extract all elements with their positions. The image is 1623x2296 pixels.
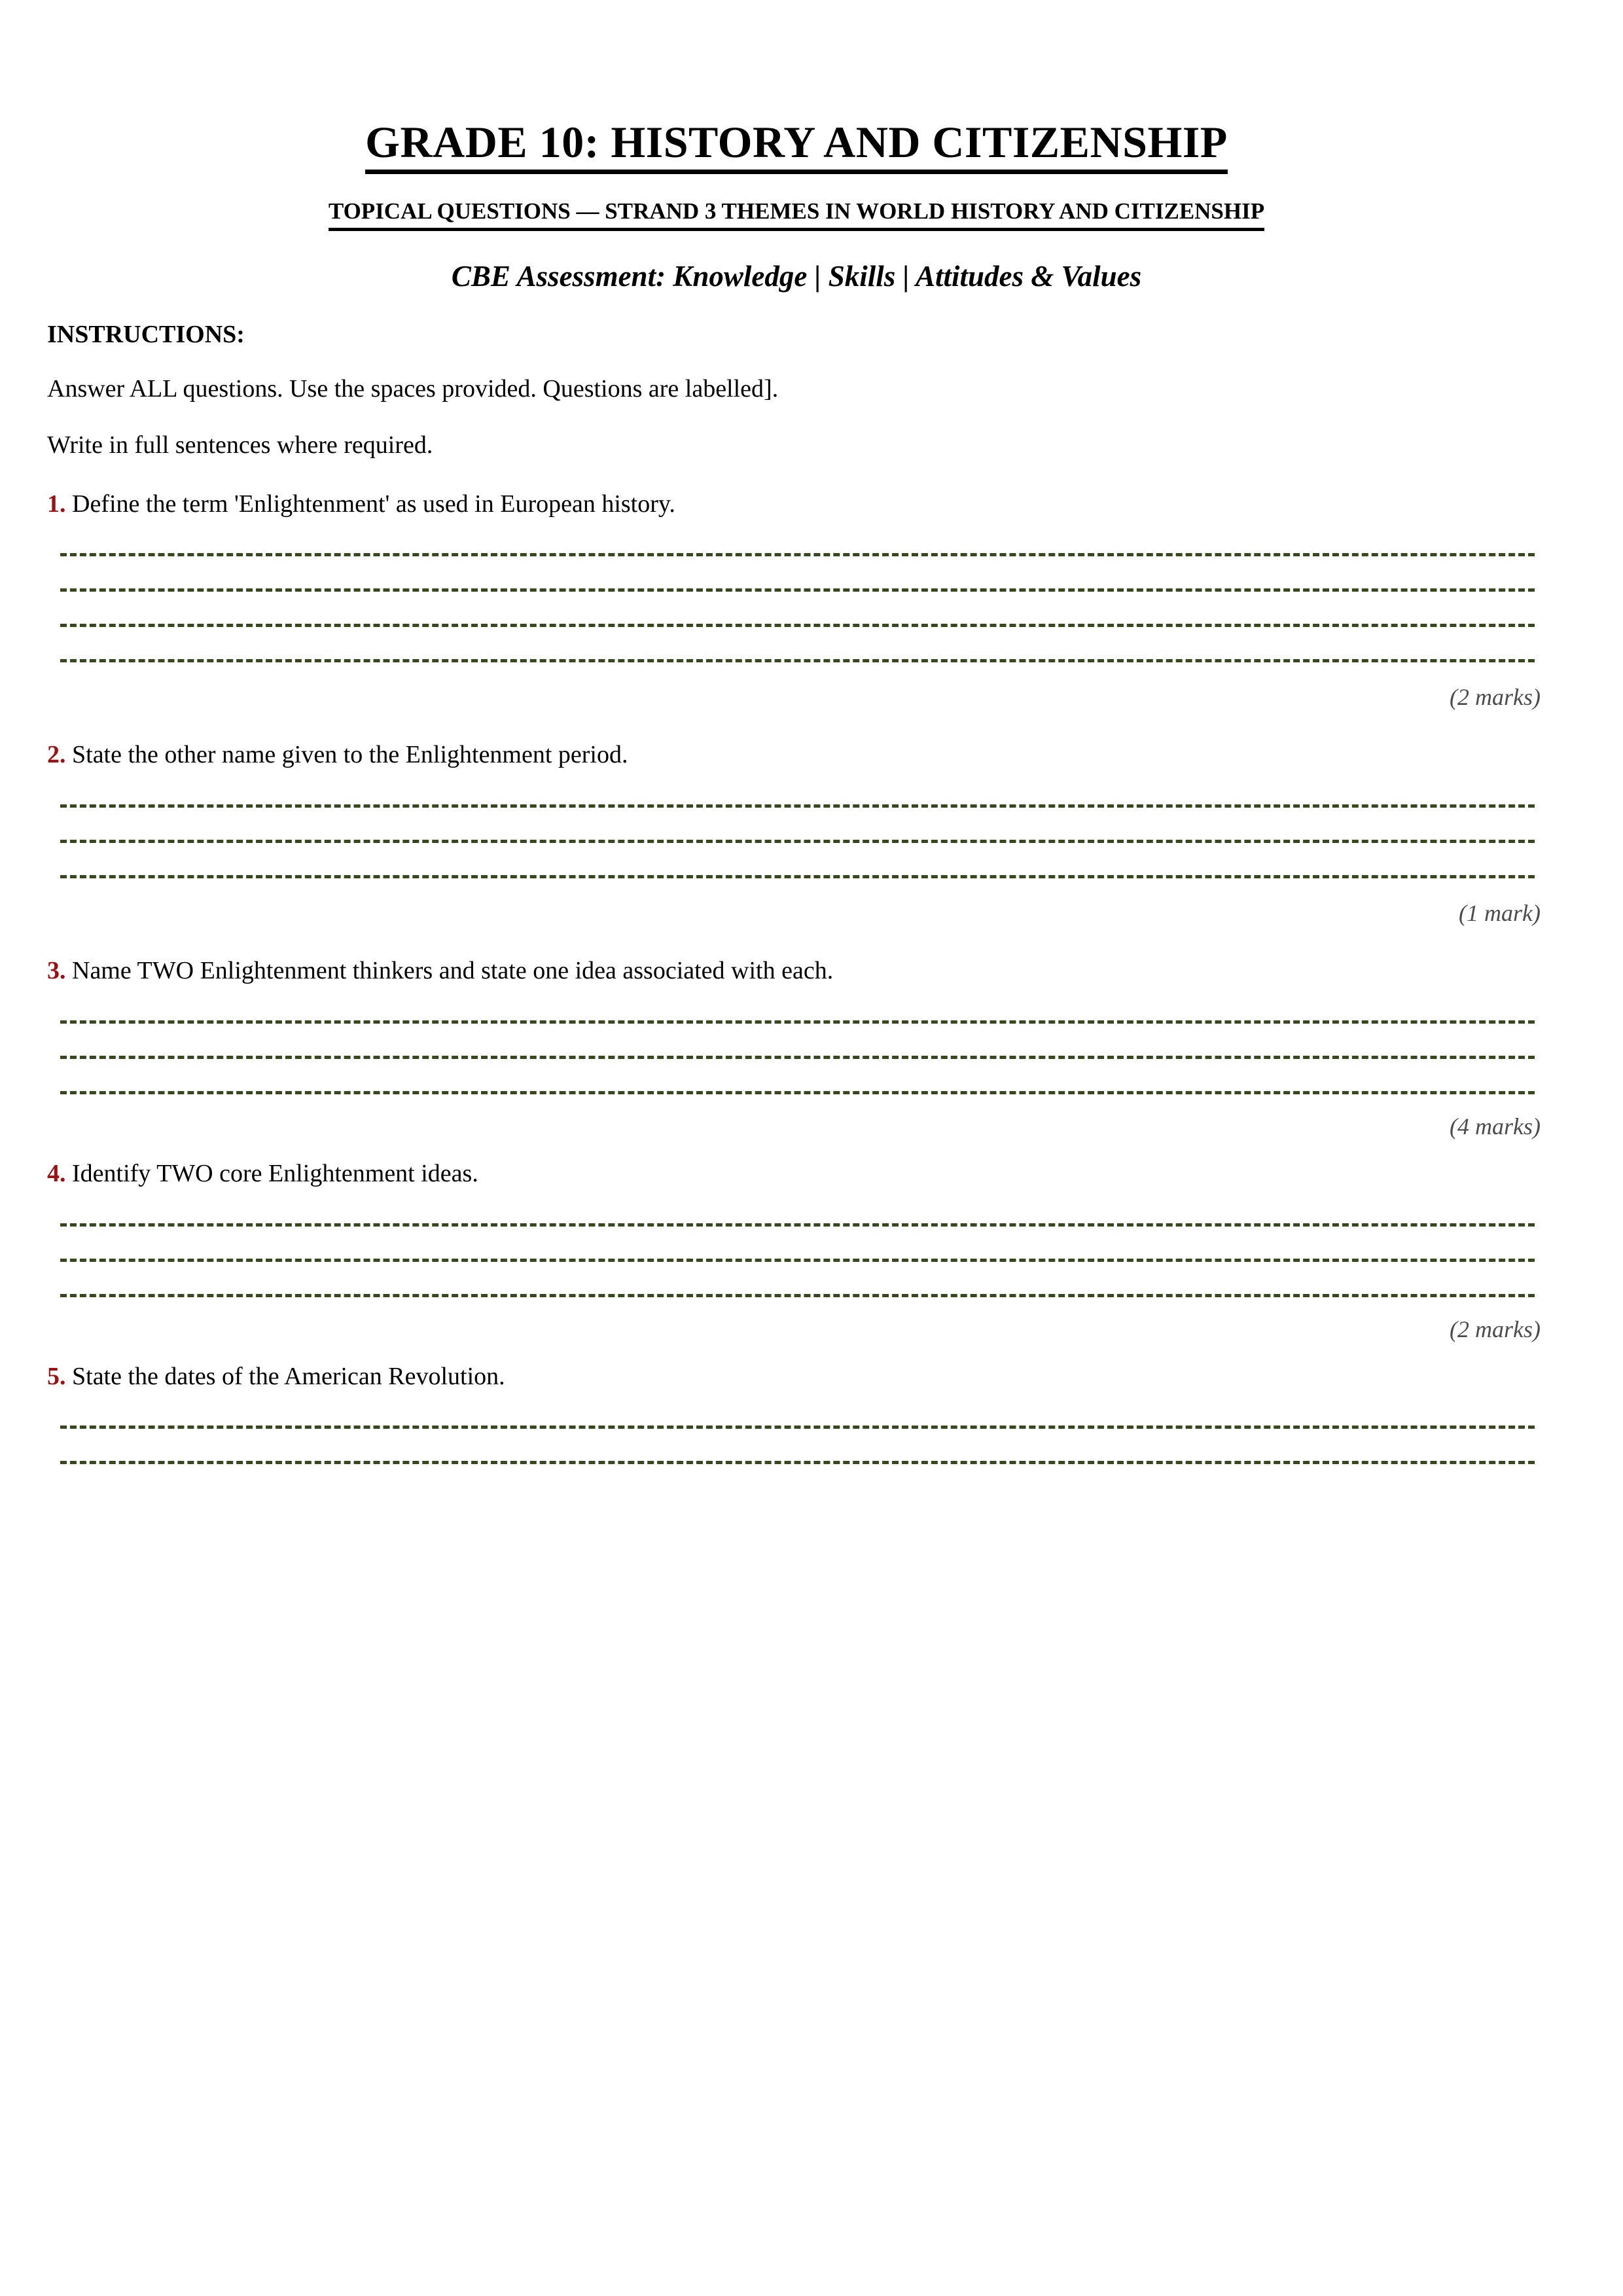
- question-4-number: 4.: [47, 1159, 66, 1187]
- answer-area-5[interactable]: [47, 1391, 1546, 1464]
- instructions-heading: INSTRUCTIONS:: [47, 320, 245, 348]
- question-5: [47, 1362, 1546, 1392]
- marks-1: (2 marks): [1450, 684, 1541, 711]
- page-subtitle-text: TOPICAL QUESTIONS — STRAND 3 THEMES IN WORLD HISTORY AND CITIZENSHIP: [329, 199, 1264, 231]
- question-5-number: 5.: [47, 1362, 66, 1390]
- answer-area-2[interactable]: [47, 770, 1546, 878]
- question-4-text: Identify TWO core Enlightenment ideas.: [72, 1159, 478, 1187]
- marks-4: (2 marks): [1450, 1316, 1541, 1342]
- question-3-number: 3.: [47, 957, 66, 985]
- spacer: [47, 1344, 1546, 1362]
- question-3-text: Name TWO Enlightenment thinkers and state one idea associated with each.: [72, 957, 834, 985]
- spacer: [47, 1141, 1546, 1159]
- question-3: [47, 956, 1546, 986]
- question-1: [47, 490, 1546, 520]
- spacer: [47, 927, 1546, 956]
- marks-2: (1 mark): [1459, 900, 1541, 926]
- question-2-text: State the other name given to the Enlightenment period.: [72, 741, 628, 769]
- page-title: [47, 0, 1546, 174]
- marks-3: (4 marks): [1450, 1113, 1541, 1139]
- instructions-line-2: Write in full sentences where required.: [47, 431, 433, 459]
- question-2-number: 2.: [47, 741, 66, 769]
- page-content: [47, 0, 1546, 1464]
- spacer: [47, 461, 1546, 490]
- question-1-number: 1.: [47, 490, 66, 518]
- question-1-text: Define the term 'Enlightenment' as used in European history.: [72, 490, 675, 518]
- assessment-line: CBE Assessment: Knowledge | Skills | Attitudes & Values: [451, 259, 1142, 293]
- instructions-line-1: Answer ALL questions. Use the spaces provided. Questions are labelled].: [47, 375, 779, 403]
- question-5-text: State the dates of the American Revolution.: [72, 1362, 505, 1390]
- spacer: [47, 711, 1546, 740]
- page-subtitle: [47, 174, 1546, 231]
- answer-area-3[interactable]: [47, 986, 1546, 1094]
- question-4: [47, 1159, 1546, 1189]
- question-2: [47, 740, 1546, 770]
- page-title-text: GRADE 10: HISTORY AND CITIZENSHIP: [365, 119, 1228, 174]
- answer-line[interactable]: [60, 1461, 1535, 1464]
- answer-area-1[interactable]: [47, 519, 1546, 662]
- answer-area-4[interactable]: [47, 1189, 1546, 1297]
